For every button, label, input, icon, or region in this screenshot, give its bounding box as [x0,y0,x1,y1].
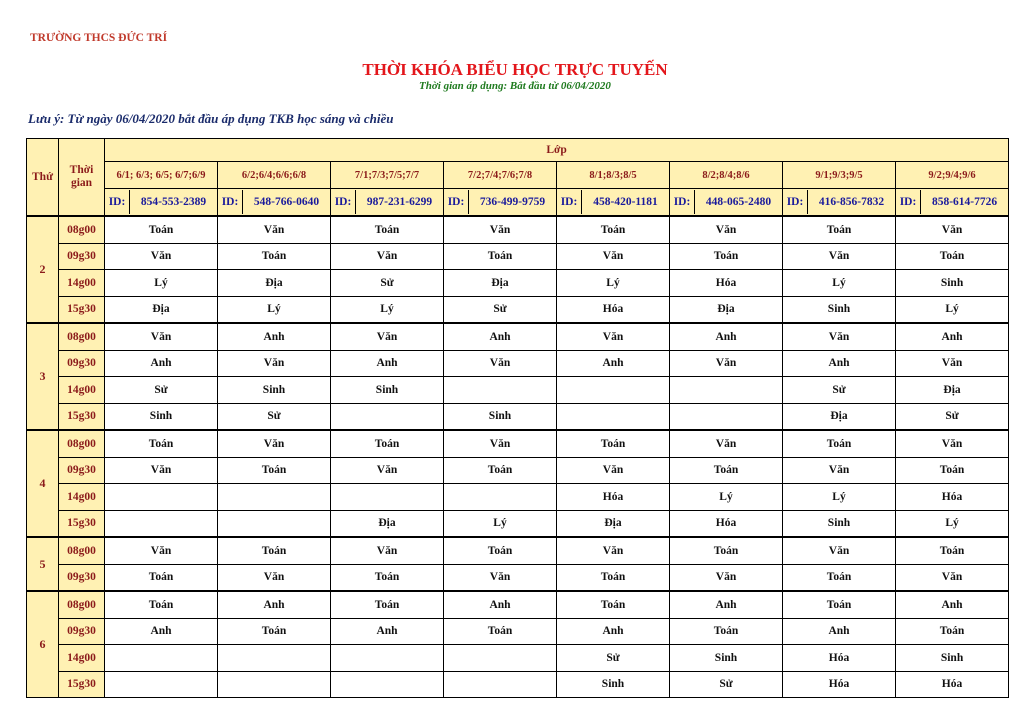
day-cell: 4 [27,430,59,537]
class-group-name: 7/2;7/4;7/6;7/8 [444,162,557,189]
subject-cell: Văn [670,216,783,243]
subject-cell: Văn [670,430,783,457]
school-name: TRƯỜNG THCS ĐỨC TRÍ [30,32,168,44]
meeting-id-label: ID: [557,190,582,214]
meeting-id-label: ID: [444,190,469,214]
time-cell: 09g30 [59,564,105,591]
meeting-id-label: ID: [896,190,921,214]
subject-cell: Sử [557,645,670,672]
subject-cell [331,671,444,698]
time-cell: 08g00 [59,430,105,457]
subject-cell: Lý [331,296,444,323]
subject-cell: Văn [218,564,331,591]
subject-cell: Hóa [557,484,670,511]
table-row [27,564,1009,591]
meeting-id-number: 448-065-2480 [705,196,772,208]
time-cell: 09g30 [59,350,105,377]
subject-cell: Toán [331,591,444,618]
table-row [27,537,1009,564]
page-title: THỜI KHÓA BIỂU HỌC TRỰC TUYẾN [362,60,668,79]
subject-cell: Anh [557,350,670,377]
header-lop: Lớp [105,139,1009,162]
subject-cell: Toán [444,457,557,484]
time-cell: 14g00 [59,377,105,404]
subject-cell: Toán [670,457,783,484]
time-cell: 15g30 [59,510,105,537]
subject-cell: Hóa [783,671,896,698]
class-group-name: 8/1;8/3;8/5 [557,162,670,189]
subject-cell [444,484,557,511]
table-row [27,671,1009,698]
subject-cell: Văn [331,537,444,564]
subject-cell: Địa [218,270,331,297]
subject-cell: Toán [105,564,218,591]
subject-cell: Văn [896,564,1009,591]
subject-cell: Toán [783,564,896,591]
time-cell: 14g00 [59,484,105,511]
subject-cell: Sinh [896,645,1009,672]
meeting-id-number: 736-499-9759 [479,196,546,208]
subject-cell [444,671,557,698]
subject-cell [557,377,670,404]
subject-cell: Văn [783,537,896,564]
table-row [27,510,1009,537]
subject-cell: Địa [557,510,670,537]
subject-cell: Toán [557,591,670,618]
table-row [27,484,1009,511]
subject-cell [331,645,444,672]
subject-cell: Địa [896,377,1009,404]
subject-cell: Sử [783,377,896,404]
subject-cell: Hóa [783,645,896,672]
time-cell: 15g30 [59,671,105,698]
subject-cell: Toán [670,618,783,645]
subject-cell: Toán [896,537,1009,564]
subject-cell: Văn [105,243,218,270]
subject-cell: Sinh [557,671,670,698]
subject-cell: Hóa [896,484,1009,511]
subject-cell: Văn [105,323,218,350]
subject-cell: Anh [896,323,1009,350]
subject-cell: Văn [105,537,218,564]
subject-cell: Văn [218,216,331,243]
subject-cell: Toán [105,591,218,618]
class-meeting-id [783,189,896,217]
subject-cell: Sinh [105,403,218,430]
time-cell: 08g00 [59,591,105,618]
header-thoi-gian: Thời gian [59,139,105,217]
table-row [27,377,1009,404]
subject-cell: Toán [331,430,444,457]
subject-cell: Văn [783,323,896,350]
subject-cell: Toán [105,430,218,457]
day-cell: 2 [27,216,59,323]
page-subtitle: Thời gian áp dụng: Bắt đầu từ 06/04/2020 [419,80,611,92]
subject-cell: Văn [444,216,557,243]
subject-cell: Lý [896,296,1009,323]
subject-cell: Văn [896,216,1009,243]
subject-cell: Toán [670,243,783,270]
subject-cell: Văn [670,564,783,591]
subject-cell: Sử [670,671,783,698]
subject-cell: Địa [105,296,218,323]
class-group-name: 9/1;9/3;9/5 [783,162,896,189]
subject-cell: Sinh [896,270,1009,297]
subject-cell [218,671,331,698]
subject-cell: Văn [557,243,670,270]
subject-cell: Văn [783,457,896,484]
subject-cell: Anh [218,323,331,350]
table-row [27,350,1009,377]
meeting-id-label: ID: [783,190,808,214]
table-row [27,323,1009,350]
subject-cell: Anh [670,323,783,350]
subject-cell: Anh [331,350,444,377]
time-cell: 08g00 [59,216,105,243]
subject-cell [218,484,331,511]
table-row [27,457,1009,484]
subject-cell: Văn [670,350,783,377]
subject-cell: Văn [218,430,331,457]
table-row [27,618,1009,645]
subject-cell: Anh [218,591,331,618]
meeting-id-label: ID: [105,190,130,214]
subject-cell: Toán [557,564,670,591]
subject-cell: Toán [896,457,1009,484]
time-cell: 15g30 [59,296,105,323]
table-row [27,645,1009,672]
meeting-id-label: ID: [331,190,356,214]
subject-cell: Lý [783,484,896,511]
subject-cell: Văn [105,457,218,484]
time-cell: 09g30 [59,457,105,484]
day-cell: 6 [27,591,59,698]
subject-cell: Toán [444,618,557,645]
subject-cell [557,403,670,430]
time-cell: 15g30 [59,403,105,430]
subject-cell [105,510,218,537]
subject-cell: Toán [218,618,331,645]
class-group-name: 6/2;6/4;6/6;6/8 [218,162,331,189]
subject-cell: Sinh [331,377,444,404]
subject-cell: Địa [444,270,557,297]
subject-cell: Toán [105,216,218,243]
subject-cell: Địa [670,296,783,323]
class-meeting-id [331,189,444,217]
subject-cell: Toán [444,243,557,270]
subject-cell: Văn [444,430,557,457]
class-meeting-id [670,189,783,217]
subject-cell [670,403,783,430]
subject-cell: Văn [557,537,670,564]
time-cell: 08g00 [59,537,105,564]
subject-cell: Anh [783,618,896,645]
class-meeting-id [896,189,1009,217]
subject-cell: Toán [557,216,670,243]
schedule-note: Lưu ý: Từ ngày 06/04/2020 bắt đầu áp dụng TKB học sáng và chiều [28,111,394,126]
subject-cell: Lý [783,270,896,297]
subject-cell: Văn [557,323,670,350]
meeting-id-number: 548-766-0640 [253,196,320,208]
class-group-name: 9/2;9/4;9/6 [896,162,1009,189]
subject-cell: Văn [783,243,896,270]
subject-cell: Lý [896,510,1009,537]
subject-cell: Sinh [218,377,331,404]
table-row [27,216,1009,243]
meeting-id-label: ID: [218,190,243,214]
time-cell: 09g30 [59,618,105,645]
table-row [27,591,1009,618]
subject-cell: Lý [557,270,670,297]
subject-cell [444,377,557,404]
subject-cell [444,645,557,672]
subject-cell: Toán [444,537,557,564]
class-group-name: 6/1; 6/3; 6/5; 6/7;6/9 [105,162,218,189]
class-meeting-id [444,189,557,217]
subject-cell: Sinh [444,403,557,430]
subject-cell: Toán [218,537,331,564]
subject-cell: Toán [896,618,1009,645]
subject-cell: Văn [331,457,444,484]
subject-cell: Văn [557,457,670,484]
subject-cell [331,484,444,511]
subject-cell: Lý [444,510,557,537]
class-meeting-id [105,189,218,217]
subject-cell [331,403,444,430]
subject-cell: Toán [331,564,444,591]
meeting-id-number: 854-553-2389 [140,196,207,208]
subject-cell: Sinh [783,510,896,537]
subject-cell: Anh [105,350,218,377]
class-meeting-id [557,189,670,217]
table-row [27,270,1009,297]
subject-cell: Toán [218,243,331,270]
subject-cell: Sử [331,270,444,297]
subject-cell: Hóa [557,296,670,323]
class-meeting-id [218,189,331,217]
subject-cell: Anh [670,591,783,618]
subject-cell: Anh [105,618,218,645]
subject-cell: Địa [783,403,896,430]
subject-cell: Văn [444,350,557,377]
subject-cell: Anh [896,591,1009,618]
class-group-name: 8/2;8/4;8/6 [670,162,783,189]
subject-cell: Văn [896,430,1009,457]
subject-cell: Toán [557,430,670,457]
day-cell: 3 [27,323,59,430]
table-row [27,296,1009,323]
subject-cell: Lý [218,296,331,323]
subject-cell [105,671,218,698]
class-group-name: 7/1;7/3;7/5;7/7 [331,162,444,189]
subject-cell: Toán [896,243,1009,270]
subject-cell: Toán [670,537,783,564]
subject-cell: Toán [218,457,331,484]
subject-cell: Anh [444,323,557,350]
subject-cell [218,510,331,537]
subject-cell: Sử [444,296,557,323]
subject-cell: Hóa [670,510,783,537]
subject-cell: Anh [783,350,896,377]
subject-cell: Anh [331,618,444,645]
meeting-id-label: ID: [670,190,695,214]
meeting-id-number: 987-231-6299 [366,196,433,208]
subject-cell: Anh [557,618,670,645]
time-cell: 14g00 [59,645,105,672]
time-cell: 08g00 [59,323,105,350]
subject-cell: Lý [105,270,218,297]
table-row [27,430,1009,457]
subject-cell: Sinh [670,645,783,672]
table-row [27,243,1009,270]
subject-cell [105,484,218,511]
subject-cell: Toán [331,216,444,243]
subject-cell: Sử [896,403,1009,430]
meeting-id-number: 458-420-1181 [593,196,658,208]
subject-cell [105,645,218,672]
subject-cell: Văn [896,350,1009,377]
subject-cell: Văn [331,323,444,350]
subject-cell: Hóa [670,270,783,297]
subject-cell: Toán [783,216,896,243]
time-cell: 09g30 [59,243,105,270]
subject-cell: Sinh [783,296,896,323]
meeting-id-number: 858-614-7726 [931,196,998,208]
subject-cell: Toán [783,591,896,618]
subject-cell: Văn [218,350,331,377]
header-thu: Thứ [27,139,59,217]
subject-cell: Địa [331,510,444,537]
subject-cell: Sử [218,403,331,430]
subject-cell: Văn [331,243,444,270]
time-cell: 14g00 [59,270,105,297]
subject-cell: Lý [670,484,783,511]
subject-cell: Sử [105,377,218,404]
meeting-id-number: 416-856-7832 [818,196,885,208]
subject-cell [670,377,783,404]
subject-cell [218,645,331,672]
timetable [26,138,1009,698]
table-row [27,403,1009,430]
subject-cell: Toán [783,430,896,457]
subject-cell: Anh [444,591,557,618]
subject-cell: Hóa [896,671,1009,698]
day-cell: 5 [27,537,59,591]
subject-cell: Văn [444,564,557,591]
